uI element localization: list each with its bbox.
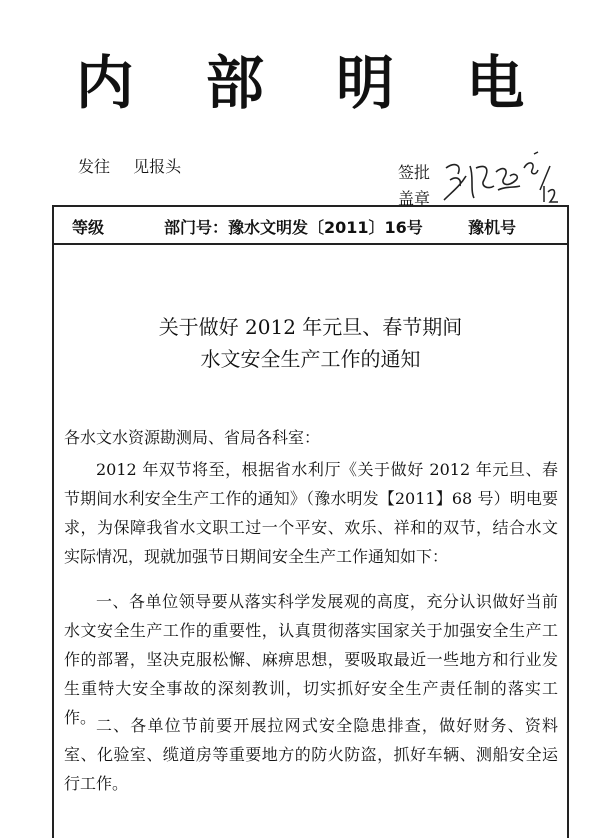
send-label: 发往: [78, 157, 111, 176]
paragraph: 2012 年双节将至，根据省水利厅《关于做好 2012 年元旦、春节期间水利安全生产工作的通知》（豫水明发【2011】68 号）明电要求，为保障我省水文职工过一个平安、欢乐、祥和的双节，结合水文实际情况，现就加强节日期间安全生产工作通知如下：: [64, 460, 558, 566]
approve-label: 签批: [398, 163, 431, 182]
page-title: 内 部 明 电: [75, 49, 551, 117]
addressee: 各水文水资源勘测局、省局各科室：: [64, 428, 321, 447]
dept-number: 部门号：豫水文明发〔2011〕16号: [164, 218, 423, 237]
seal-label: 盖章: [398, 189, 431, 208]
notice-title-line1: 关于做好 2012 年元旦、春节期间: [158, 315, 463, 339]
handwritten-signature: [440, 146, 560, 208]
send-to: [78, 154, 181, 177]
paragraph: 二、各单位节前要开展拉网式安全隐患排查，做好财务、资料室、化验室、缆道房等重要地方的防火防盗，抓好车辆、测船安全运行工作。: [64, 716, 558, 793]
notice-title-line2: 水文安全生产工作的通知: [200, 347, 421, 371]
paragraph: 一、各单位领导要从落实科学发展观的高度，充分认识做好当前水文安全生产工作的重要性，认真贯彻落实国家关于加强安全生产工作的部署，坚决克服松懈、麻痹思想，要吸取最近一些地方和行业发生重特大安全事故的深刻教训，切实抓好安全生产责任制的落实工作。: [64, 592, 558, 727]
info-row: [54, 207, 567, 245]
yuji-label: 豫机号: [468, 218, 517, 237]
telegram-box: [52, 205, 569, 838]
send-value: 见报头: [133, 157, 182, 176]
level-label: 等级: [72, 218, 105, 237]
